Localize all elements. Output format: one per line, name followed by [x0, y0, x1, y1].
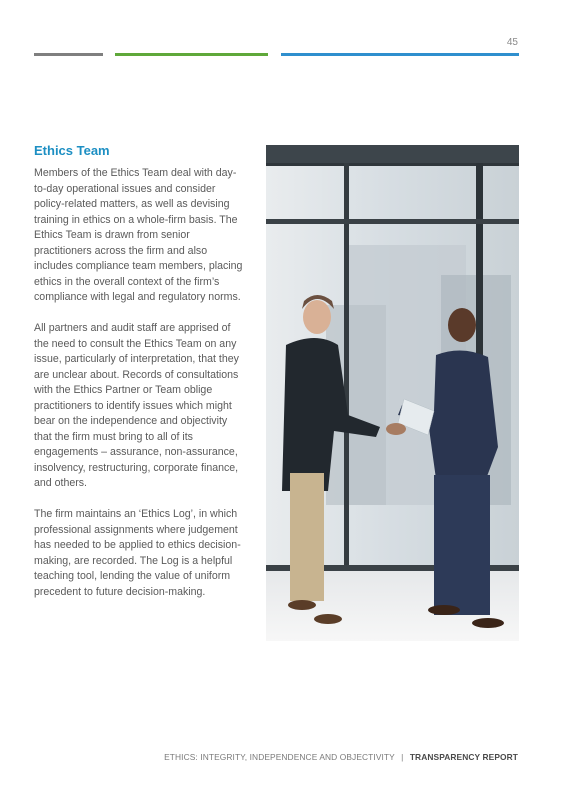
paragraph-3: The firm maintains an ‘Ethics Log’, in which professional assignments where judgement has needed to be applied to ethics decision-making, are recorded. The Log is a helpful teaching tool, lending the value of uniform precedent to future decision-making.	[34, 508, 241, 598]
handshake-photo	[266, 145, 519, 641]
header-rule-gray	[34, 53, 103, 56]
body-text	[34, 166, 246, 616]
footer-separator: |	[401, 752, 404, 762]
footer	[164, 752, 518, 762]
header-rule-blue	[281, 53, 519, 56]
header-rule-green	[115, 53, 268, 56]
section-title: Ethics Team	[34, 143, 110, 158]
footer-report-title: TRANSPARENCY REPORT	[409, 752, 518, 762]
page-number: 45	[506, 37, 518, 48]
footer-chapter: ETHICS: INTEGRITY, INDEPENDENCE AND OBJECTIVITY	[164, 752, 395, 762]
paragraph-1: Members of the Ethics Team deal with day-to-day operational issues and consider policy-related matters, as well as devising training in ethics on a whole-firm basis. The Ethics Team is drawn from senior practitioners across the firm and also includes compliance team members, placing ethics in the overall context of the firm’s compliance with legal and regulatory norms.	[34, 167, 243, 303]
paragraph-2: All partners and audit staff are apprised of the need to consult the Ethics Team on any issue, particularly of interpretation, that they are unclear about. Records of consultations with the Ethics Partner or Team oblige practitioners to identify issues which might bear on the independence and objectivity that the firm must bring to all of its engagements – assurance, non-assurance, insolvency, restructuring, corporate finance, and others.	[34, 322, 239, 489]
